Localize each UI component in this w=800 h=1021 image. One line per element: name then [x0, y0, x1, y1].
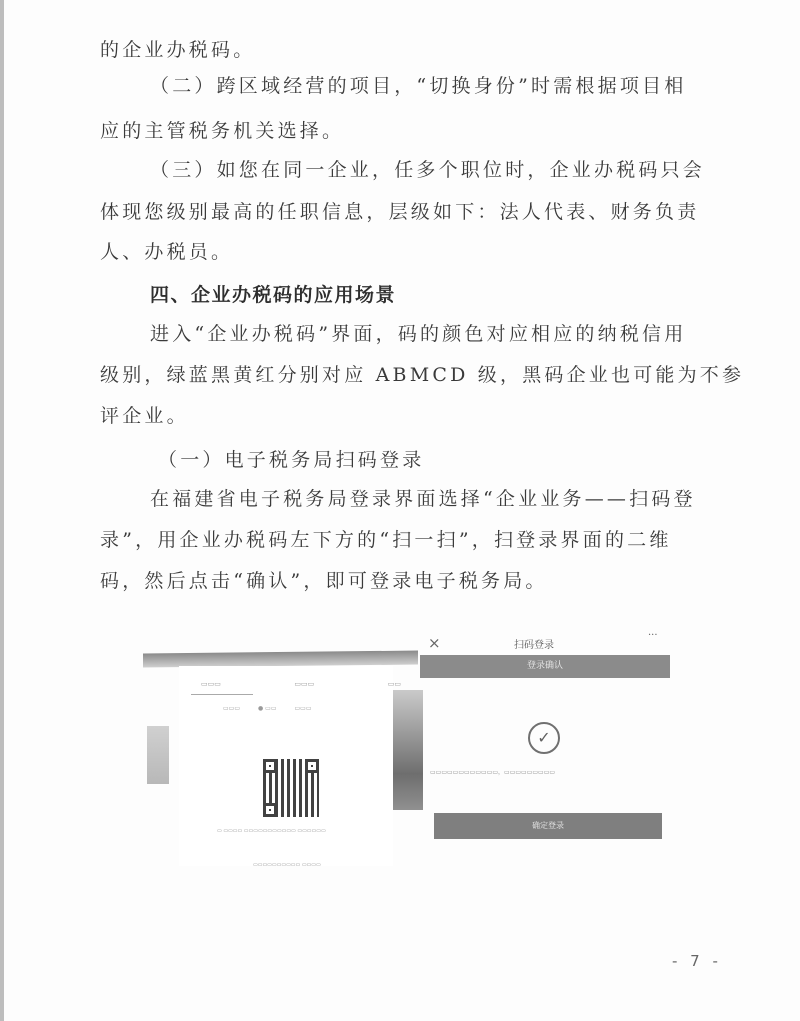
subsection-heading: （一）电子税务局扫码登录 [158, 449, 425, 471]
paragraph-line: 在福建省电子税务局登录界面选择“企业业务——扫码登 [150, 488, 696, 510]
tab-personal: ▭▭▭ [294, 680, 315, 688]
paragraph-line: （二）跨区域经营的项目，“切换身份”时需根据项目相 [150, 75, 687, 97]
option-account: ▭▭▭ [223, 705, 241, 712]
login-tabs [201, 680, 401, 688]
qr-instructions: ▭ ▭▭▭▭ ▭▭▭▭▭▭▭▭▭▭▭ ▭▭▭▭▭▭ [217, 828, 326, 834]
close-icon[interactable]: × [428, 634, 441, 652]
confirm-message: ▭▭▭▭▭▭▭▭▭▭▭▭，▭▭▭▭▭▭▭▭▭ [430, 769, 556, 776]
page-edge-shadow [0, 0, 4, 1021]
option-other: ▭▭▭ [294, 705, 312, 712]
success-check-icon: ✓ [528, 722, 560, 754]
browser-banner [143, 651, 418, 668]
paragraph-line: 录”，用企业办税码左下方的“扫一扫”，扫登录界面的二维 [100, 529, 672, 551]
background-image-right [393, 690, 423, 810]
mobile-scan-confirm-screenshot [420, 630, 670, 870]
login-confirm-header: 登录确认 [420, 655, 670, 678]
qr-footer-note: ▭▭▭▭▭▭▭▭▭▭ ▭▭▭▭ [253, 862, 321, 868]
paragraph-line: 进入“企业办税码”界面，码的颜色对应相应的纳税信用 [150, 323, 687, 345]
active-tab-indicator [191, 694, 253, 695]
page-number: - 7 - [672, 952, 722, 970]
option-qr-radio: ● ▭▭ [258, 705, 277, 712]
tab-other: ▭▭ [387, 680, 401, 688]
confirm-login-button[interactable]: 确定登录 [434, 813, 662, 839]
paragraph-line: （三）如您在同一企业，任多个职位时，企业办税码只会 [150, 159, 706, 181]
paragraph-line: 应的主管税务机关选择。 [100, 120, 345, 142]
section-heading: 四、企业办税码的应用场景 [150, 284, 397, 306]
etax-login-screenshot [143, 652, 418, 868]
paragraph-line: 人、办税员。 [100, 241, 234, 263]
paragraph-line: 码，然后点击“确认”，即可登录电子税务局。 [100, 570, 548, 592]
qr-code-icon [263, 759, 319, 817]
paragraph-line: 级别，绿蓝黑黄红分别对应 ABMCD 级，黑码企业也可能为不参 [100, 364, 745, 386]
scan-login-title: 扫码登录 [514, 640, 554, 651]
paragraph-line: 体现您级别最高的任职信息，层级如下：法人代表、财务负责 [100, 201, 700, 223]
paragraph-line: 的企业办税码。 [100, 39, 256, 61]
more-icon[interactable]: ··· [648, 630, 658, 641]
tab-enterprise: ▭▭▭ [201, 680, 221, 688]
login-method-options [223, 705, 312, 712]
paragraph-line: 评企业。 [100, 405, 189, 427]
background-image-left [147, 726, 169, 784]
